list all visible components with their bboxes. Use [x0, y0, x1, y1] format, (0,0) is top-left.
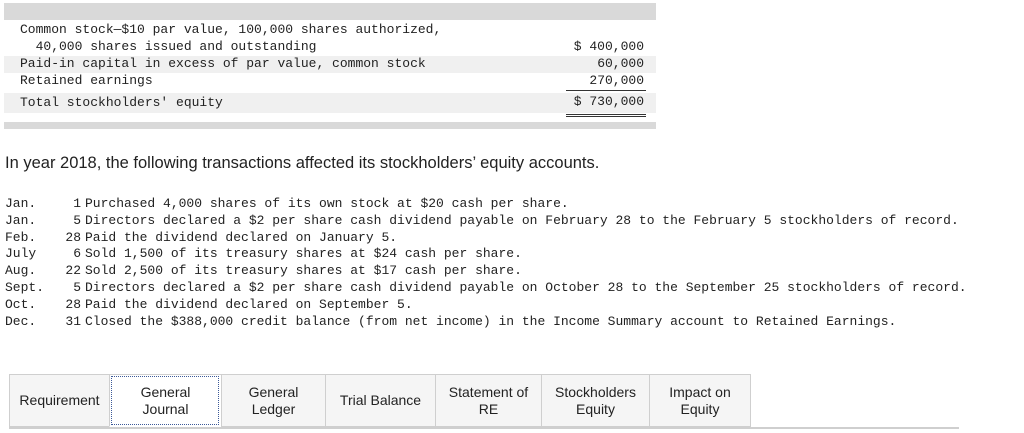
transaction-day: 28 [65, 229, 81, 245]
list-item [5, 196, 1020, 213]
transaction-month: Jan. [5, 196, 37, 211]
tab-stockholders-equity[interactable] [541, 374, 649, 427]
table-row [4, 93, 656, 113]
tab-label: Impact on Equity [669, 383, 731, 417]
transaction-day: 22 [65, 263, 81, 279]
transaction-text: Paid the dividend declared on September 5. [85, 296, 413, 312]
total-double-rule [566, 114, 646, 117]
requirement-tabs [9, 374, 751, 430]
tab-label: Trial Balance [339, 392, 422, 408]
table-row [4, 39, 656, 56]
row-amount: 60,000 [597, 56, 644, 71]
list-item [5, 246, 1020, 263]
tab-label: Requirement [19, 392, 100, 408]
row-label: 40,000 shares issued and outstanding [20, 39, 317, 54]
transaction-text: Sold 1,500 of its treasury shares at $24 cash per share. [85, 246, 522, 262]
subtotal-rule [566, 90, 646, 91]
tab-requirement[interactable] [9, 374, 109, 427]
transaction-text: Directors declared a $2 per share cash dividend payable on October 28 to the September 25 stockholders of record. [85, 279, 967, 295]
tab-label: General Journal [140, 383, 191, 417]
tab-general-ledger[interactable] [221, 374, 325, 427]
transaction-day: 6 [73, 246, 81, 262]
table-body [4, 20, 656, 120]
transaction-day: 5 [73, 279, 81, 295]
row-amount: 270,000 [589, 73, 644, 88]
transactions-list [5, 196, 1020, 330]
total-amount: $ 730,000 [573, 94, 644, 109]
table-row [4, 22, 656, 39]
table-footer-bar [4, 122, 656, 129]
intro-text: In year 2018, the following transactions affected its stockholders’ equity accounts. [5, 154, 600, 172]
list-item [5, 314, 1020, 331]
tab-label: General Ledger [248, 383, 299, 417]
tab-general-journal[interactable] [109, 374, 221, 427]
tab-label: Statement of RE [448, 383, 529, 417]
transaction-text: Sold 2,500 of its treasury shares at $17 cash per share. [85, 263, 522, 279]
transaction-text: Closed the $388,000 credit balance (from net income) in the Income Summary account to Retained Earnings. [85, 313, 897, 329]
list-item [5, 213, 1020, 230]
row-label: Paid-in capital in excess of par value, common stock [20, 56, 426, 71]
transaction-month: Jan. [5, 212, 37, 228]
row-label: Common stock—$10 par value, 100,000 shares authorized, [20, 22, 442, 37]
equity-table [4, 3, 656, 120]
transaction-text: Directors declared a $2 per share cash dividend payable on February 28 to the February 5 stockholders of record. [85, 212, 959, 228]
table-row [4, 73, 656, 90]
tab-impact-on-equity[interactable] [649, 374, 751, 427]
transaction-day: 5 [73, 212, 81, 228]
tab-label: Stockholders Equity [555, 383, 636, 417]
tab-statement-of-re[interactable] [435, 374, 541, 427]
transaction-text: Paid the dividend declared on January 5. [85, 229, 398, 245]
transaction-day: 28 [65, 296, 81, 312]
transaction-month: Feb. [5, 229, 37, 245]
transaction-day: 31 [65, 313, 81, 329]
table-row [4, 56, 656, 73]
total-label: Total stockholders' equity [20, 95, 223, 110]
transaction-month: July [5, 246, 37, 262]
tab-trial-balance[interactable] [325, 374, 435, 427]
list-item [5, 230, 1020, 247]
row-amount: $ 400,000 [573, 39, 644, 54]
transaction-day: 1 [73, 196, 81, 211]
row-label: Retained earnings [20, 73, 153, 88]
transaction-month: Sept. [5, 279, 45, 295]
table-header-bar [4, 3, 656, 20]
transaction-month: Oct. [5, 296, 37, 312]
transaction-month: Dec. [5, 313, 37, 329]
transaction-text: Purchased 4,000 shares of its own stock at $20 cash per share. [85, 196, 569, 211]
tabs-baseline [9, 427, 959, 429]
transaction-month: Aug. [5, 263, 37, 279]
list-item [5, 280, 1020, 297]
list-item [5, 297, 1020, 314]
list-item [5, 263, 1020, 280]
